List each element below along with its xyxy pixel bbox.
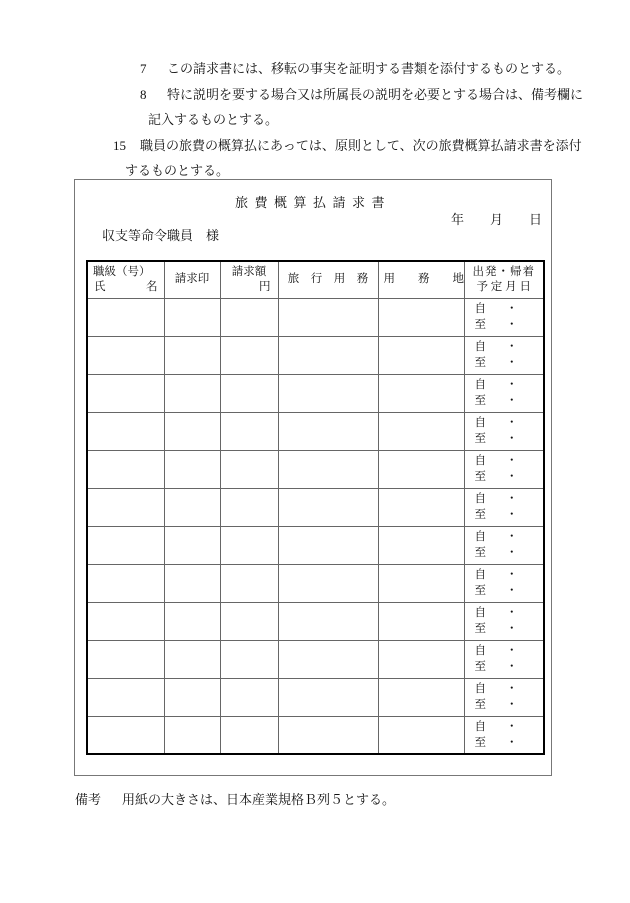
cell-seal [164, 526, 220, 564]
cell-dates [464, 488, 544, 526]
note-line [0, 107, 630, 133]
cell-rank-name [87, 336, 164, 374]
cell-amount [220, 298, 278, 336]
footnote-text: 用紙の大きさは、日本産業規格Ｂ列５とする。 [122, 792, 396, 807]
cell-amount [220, 488, 278, 526]
to-label: 至 [474, 471, 486, 483]
from-label: 自 [474, 341, 486, 353]
fromto-block [465, 605, 544, 637]
cell-dates [464, 602, 544, 640]
header-amount-line: 請求額 [231, 265, 267, 278]
month-day-dot: ・ [506, 417, 518, 429]
cell-amount [220, 526, 278, 564]
cell-place [378, 564, 464, 602]
footnote [75, 789, 395, 808]
note-line [0, 56, 630, 82]
month-day-dot: ・ [506, 433, 518, 445]
from-line [475, 719, 544, 735]
note-text: 記入するものとする。 [148, 112, 279, 128]
fromto-block [465, 491, 544, 523]
note-text: するものとする。 [125, 163, 230, 179]
cell-purpose [278, 678, 378, 716]
col-header-amount [220, 261, 278, 298]
month-day-dot: ・ [506, 357, 518, 369]
table-row [87, 716, 544, 754]
header-rank-line: 職級（号） [93, 265, 151, 278]
cell-rank-name [87, 298, 164, 336]
cell-place [378, 488, 464, 526]
to-line [475, 431, 544, 447]
cell-rank-name [87, 412, 164, 450]
cell-place [378, 678, 464, 716]
month-day-dot: ・ [506, 493, 518, 505]
from-line [475, 453, 544, 469]
month-day-dot: ・ [506, 720, 518, 733]
form-box [74, 179, 552, 776]
cell-place [378, 298, 464, 336]
cell-amount [220, 602, 278, 640]
month-day-dot: ・ [506, 661, 518, 673]
cell-amount [220, 678, 278, 716]
from-line [475, 415, 544, 431]
cell-dates [464, 678, 544, 716]
cell-seal [164, 716, 220, 754]
table-row [87, 640, 544, 678]
col-header-rank-name [87, 261, 164, 298]
cell-dates [464, 640, 544, 678]
note-text: この請求書には、移転の事実を証明する書類を添付するものとする。 [167, 61, 571, 76]
month-day-dot: ・ [506, 303, 518, 315]
month-day-dot: ・ [506, 683, 518, 695]
cell-rank-name [87, 450, 164, 488]
month-day-dot: ・ [506, 623, 518, 635]
form-title: 旅費概算払請求書 [234, 195, 391, 210]
fromto-block [465, 377, 544, 409]
cell-purpose [278, 602, 378, 640]
cell-purpose [278, 526, 378, 564]
cell-purpose [278, 412, 378, 450]
table-row [87, 450, 544, 488]
to-line [475, 659, 544, 675]
from-label: 自 [474, 569, 486, 581]
cell-dates [464, 450, 544, 488]
from-label: 自 [474, 379, 486, 391]
cell-dates [464, 716, 544, 754]
month-day-dot: ・ [506, 736, 518, 749]
to-line [475, 507, 544, 523]
notes-section [0, 56, 630, 184]
from-label: 自 [474, 531, 486, 543]
cell-amount [220, 412, 278, 450]
from-line [475, 643, 544, 659]
cell-seal [164, 450, 220, 488]
cell-rank-name [87, 564, 164, 602]
note-number: 7 [140, 61, 147, 76]
cell-purpose [278, 374, 378, 412]
cell-rank-name [87, 716, 164, 754]
to-line [475, 317, 544, 333]
table-row [87, 412, 544, 450]
to-label: 至 [474, 661, 486, 673]
from-label: 自 [474, 720, 486, 733]
from-line [475, 339, 544, 355]
to-line [475, 469, 544, 485]
to-label: 至 [474, 395, 486, 407]
note-line [0, 133, 630, 159]
from-line [475, 377, 544, 393]
cell-place [378, 526, 464, 564]
month-day-dot: ・ [506, 569, 518, 581]
to-line [475, 355, 544, 371]
cell-place [378, 602, 464, 640]
from-line [475, 491, 544, 507]
cell-amount [220, 450, 278, 488]
cell-seal [164, 640, 220, 678]
cell-place [378, 374, 464, 412]
footnote-label: 備考 [75, 792, 102, 807]
from-label: 自 [474, 493, 486, 505]
header-name-line [93, 280, 159, 295]
note-number: 8 [140, 86, 147, 102]
from-label: 自 [474, 683, 486, 695]
month-day-dot: ・ [506, 547, 518, 559]
fromto-block [465, 643, 544, 675]
cell-dates [464, 412, 544, 450]
fromto-block [465, 301, 544, 333]
cell-amount [220, 374, 278, 412]
table-row [87, 488, 544, 526]
cell-amount [220, 336, 278, 374]
from-label: 自 [474, 455, 486, 467]
month-day-dot: ・ [506, 607, 518, 619]
recipient-line: 収支等命令職員 様 [102, 228, 220, 243]
date-line: 年 月 日 [450, 212, 542, 227]
month-day-dot: ・ [506, 585, 518, 597]
cell-place [378, 412, 464, 450]
note-text: 特に説明を要する場合又は所属長の説明を必要とする場合は、備考欄に [167, 86, 584, 102]
to-line [475, 583, 544, 599]
month-day-dot: ・ [506, 509, 518, 521]
to-line [475, 621, 544, 637]
month-day-dot: ・ [506, 319, 518, 331]
cell-seal [164, 374, 220, 412]
note-line [0, 82, 630, 108]
cell-purpose [278, 298, 378, 336]
cell-purpose [278, 564, 378, 602]
cell-rank-name [87, 526, 164, 564]
table-row [87, 336, 544, 374]
fromto-block [465, 529, 544, 561]
to-label: 至 [474, 509, 486, 521]
from-line [475, 681, 544, 697]
cell-amount [220, 640, 278, 678]
cell-dates [464, 564, 544, 602]
note-number: 15 [113, 137, 126, 153]
month-day-dot: ・ [506, 699, 518, 711]
cell-dates [464, 298, 544, 336]
col-header-dates [464, 261, 544, 298]
to-line [475, 735, 544, 751]
cell-place [378, 450, 464, 488]
from-line [475, 605, 544, 621]
to-label: 至 [474, 699, 486, 711]
request-table [86, 260, 545, 755]
table-row [87, 298, 544, 336]
from-label: 自 [474, 645, 486, 657]
month-day-dot: ・ [506, 395, 518, 407]
header-name-left: 氏 [94, 280, 106, 293]
header-row [87, 261, 544, 298]
header-depart-return-line: 出発・帰着 [472, 265, 535, 278]
from-label: 自 [474, 417, 486, 429]
month-day-dot: ・ [506, 471, 518, 483]
header-schedule-line: 予 定 月 日 [476, 280, 532, 293]
note-text: 職員の旅費の概算払にあっては、原則として、次の旅費概算払請求書を添付 [140, 137, 582, 153]
cell-dates [464, 526, 544, 564]
to-label: 至 [474, 319, 486, 331]
cell-rank-name [87, 488, 164, 526]
cell-purpose [278, 488, 378, 526]
table-row [87, 678, 544, 716]
col-header-purpose: 旅 行 用 務 [278, 261, 378, 298]
table-row [87, 526, 544, 564]
table-body [87, 298, 544, 754]
month-day-dot: ・ [506, 645, 518, 657]
cell-rank-name [87, 374, 164, 412]
cell-seal [164, 336, 220, 374]
cell-seal [164, 564, 220, 602]
to-line [475, 393, 544, 409]
to-label: 至 [474, 585, 486, 597]
fromto-block [465, 453, 544, 485]
month-day-dot: ・ [506, 455, 518, 467]
to-label: 至 [474, 623, 486, 635]
cell-rank-name [87, 640, 164, 678]
fromto-block [465, 339, 544, 371]
month-day-dot: ・ [506, 379, 518, 391]
cell-place [378, 716, 464, 754]
cell-seal [164, 488, 220, 526]
cell-dates [464, 336, 544, 374]
to-label: 至 [474, 547, 486, 559]
cell-place [378, 640, 464, 678]
fromto-block [465, 567, 544, 599]
cell-seal [164, 602, 220, 640]
to-label: 至 [474, 433, 486, 445]
col-header-place: 用 務 地 [378, 261, 464, 298]
col-header-seal: 請求印 [164, 261, 220, 298]
cell-amount [220, 716, 278, 754]
cell-rank-name [87, 678, 164, 716]
cell-purpose [278, 336, 378, 374]
month-day-dot: ・ [506, 341, 518, 353]
cell-purpose [278, 450, 378, 488]
header-yen-line: 円 [259, 280, 271, 293]
fromto-block [465, 415, 544, 447]
to-line [475, 545, 544, 561]
to-label: 至 [474, 357, 486, 369]
cell-seal [164, 412, 220, 450]
from-line [475, 567, 544, 583]
fromto-block [465, 719, 544, 751]
to-line [475, 697, 544, 713]
cell-purpose [278, 716, 378, 754]
cell-dates [464, 374, 544, 412]
cell-seal [164, 678, 220, 716]
from-line [475, 301, 544, 317]
table-row [87, 374, 544, 412]
table-row [87, 602, 544, 640]
to-label: 至 [474, 736, 486, 749]
month-day-dot: ・ [506, 531, 518, 543]
cell-purpose [278, 640, 378, 678]
cell-rank-name [87, 602, 164, 640]
table-row [87, 564, 544, 602]
fromto-block [465, 681, 544, 713]
cell-amount [220, 564, 278, 602]
cell-seal [164, 298, 220, 336]
from-line [475, 529, 544, 545]
cell-place [378, 336, 464, 374]
from-label: 自 [474, 303, 486, 315]
from-label: 自 [474, 607, 486, 619]
header-name-right: 名 [146, 280, 158, 293]
